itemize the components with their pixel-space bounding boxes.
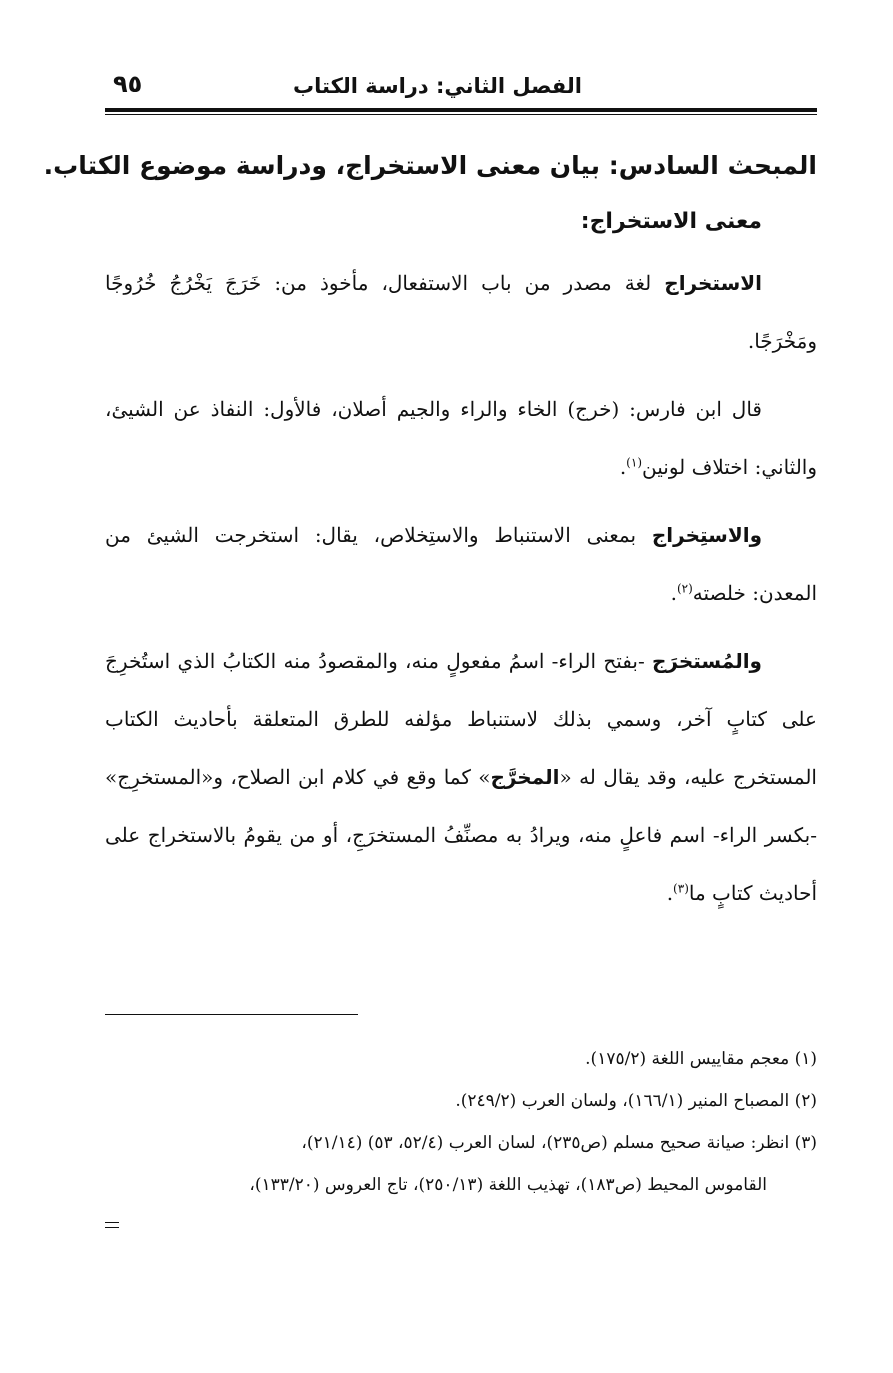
paragraph-definition (105, 254, 817, 370)
footnote-3: (٣) انظر: صيانة صحيح مسلم (ص٢٣٥)، لسان العرب (٥٢/٤، ٥٣) (٢١/١٤)، (301, 1133, 817, 1153)
paragraph-text: قال ابن فارس: (خرج) الخاء والراء والجيم أصلان، فالأول: النفاذ عن الشيئ، والثاني: اختلاف لونين (105, 397, 817, 479)
paragraph-text: » كما وقع في كلام ابن الصلاح، و«المستخرِج» -بكسر الراء- اسم فاعلٍ منه، ويرادُ به مصنِّفُ المستخرَجِ، أو من يقومُ بالاستخراج على أحاديث كتابٍ ما (105, 765, 817, 905)
term-wal-istikhraj: والاستِخراج (651, 523, 762, 547)
sub-heading: معنى الاستخراج: (580, 209, 762, 234)
paragraph-text: بمعنى الاستنباط والاستِخلاص، يقال: استخرجت الشيئ من المعدن: خلصته (105, 523, 817, 605)
footnote-ref: (١) (626, 455, 642, 470)
term-istikhraj: الاستخراج (664, 271, 762, 295)
page-number: ٩٥ (113, 70, 143, 98)
paragraph-text: -بفتح الراء- اسمُ مفعولٍ منه، والمقصودُ منه الكتابُ الذي استُخرِجَ على كتابٍ آخر، وسمي بذلك لاستنباط مؤلفه للطرق المتعلقة بأحاديث الكتاب المستخرج عليه، وقد يقال له « (105, 649, 817, 789)
paragraph-end: . (619, 455, 627, 479)
page-header (105, 68, 817, 108)
paragraph-text: لغة مصدر من باب الاستفعال، مأخوذ من: خَرَجَ يَخْرُجُ خُرُوجًا ومَخْرَجًا. (105, 271, 817, 353)
section-heading: المبحث السادس: بيان معنى الاستخراج، ودراسة موضوع الكتاب. (43, 151, 817, 180)
footnote-ref: (٢) (676, 581, 693, 596)
footnotes (105, 1038, 817, 1206)
footnote-2: (٢) المصباح المنير (١٦٦/١)، ولسان العرب (٢٤٩/٢). (455, 1091, 817, 1111)
paragraph-mustakhraj (105, 632, 817, 922)
continuation-mark (105, 1222, 119, 1232)
header-rule-thick (105, 108, 817, 112)
running-title: الفصل الثاني: دراسة الكتاب (293, 74, 582, 98)
header-rule-thin (105, 114, 817, 115)
term-mustakhraj: والمُستخرَج (652, 649, 762, 673)
paragraph-istinbat (105, 506, 817, 622)
footnote-3-continued: القاموس المحيط (ص١٨٣)، تهذيب اللغة (٢٥٠/١٣)، تاج العروس (١٣٣/٢٠)، (249, 1175, 767, 1195)
term-mukharraj: المخرَّج (490, 765, 560, 789)
footnote-ref: (٣) (673, 881, 689, 896)
paragraph-ibn-faris (105, 380, 817, 496)
footnote-1: (١) معجم مقاييس اللغة (١٧٥/٢). (585, 1049, 817, 1069)
paragraph-end: . (670, 581, 677, 605)
page-body (43, 140, 817, 932)
paragraph-end: . (666, 881, 674, 905)
footnote-separator (105, 1014, 358, 1015)
